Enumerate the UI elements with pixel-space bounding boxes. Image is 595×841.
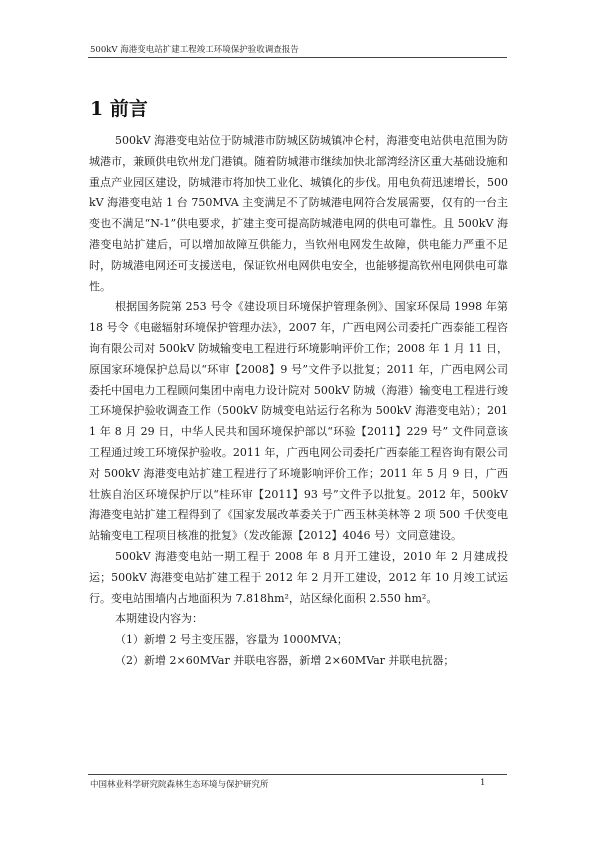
paragraph-construction-timeline: 500kV 海港变电站一期工程于 2008 年 8 月开工建设，2010 年 2 月建成投运；500kV 海港变电站扩建工程于 2012 年 2 月开工建设，2012 年 10 月竣工试运行。变电站围墙内占地面积为 7.818hm²，站区绿化面积 2.550 hm²。 <box>89 549 508 605</box>
running-header: 500kV 海港变电站扩建工程竣工环境保护验收调查报告 <box>90 45 299 55</box>
list-item-transformer: （1）新增 2 号主变压器，容量为 1000MVA； <box>115 633 348 647</box>
body-text <box>89 131 508 672</box>
footer-organization: 中国林业科学研究院森林生态环境与保护研究所 <box>90 780 269 790</box>
list-item-capacitor-reactor: （2）新增 2×60MVar 并联电容器，新增 2×60MVar 并联电抗器； <box>115 653 455 667</box>
footer-divider <box>88 774 507 775</box>
paragraph-background: 500kV 海港变电站位于防城港市防城区防城镇冲仑村，海港变电站供电范围为防城港市，兼顾供电钦州龙门港镇。随着防城港市继续加快北部湾经济区重大基础设施和重点产业园区建设，防城港市将加快工业化、城镇化的步伐。用电负荷迅速增长，500kV 海港变电站 1 台 750MVA 主变满足不了防城港电网符合发展需要，仅有的一台主变也不满足“N-1”供电要求，扩建主变可提高防城港电网的供电可靠性。且 500kV 海港变电站扩建后，可以增加故障互供能力，当钦州电网发生故障，供电能力严重不足时，防城港电网还可支援送电，保证钦州电网供电安全，也能够提高钦州电网供电可靠性。 <box>89 134 508 293</box>
paragraph-scope-intro: 本期建设内容为： <box>115 612 203 626</box>
page-number: 1 <box>480 778 486 788</box>
chapter-title: 1 前言 <box>90 98 148 120</box>
header-divider <box>88 57 507 58</box>
paragraph-approval-history: 根据国务院第 253 号令《建设项目环境保护管理条例》、国家环保局 1998 年第 18 号令《电磁辐射环境保护管理办法》，2007 年，广西电网公司委托广西泰能工程咨询有限公司对 500kV 防城输变电工程进行环境影响评价工作；2008 年 1 月 11 日，原国家环境保护总局以“环审【2008】9 号”文件予以批复；2011 年，广西电网公司委托中国电力工程顾问集团中南电力设计院对 500kV 防城（海港）输变电工程进行竣工环境保护验收调查工作（500kV 防城变电站运行名称为 500kV 海港变电站）；2011 年 8 月 29 日，中华人民共和国环境保护部以“环验【2011】229 号” 文件同意该工程通过竣工环境保护验收。2011 年，广西电网公司委托广西泰能工程咨询有限公司对 500kV 海港变电站扩建工程进行了环境影响评价工作；2011 年 5 月 9 日，广西壮族自治区环境保护厅以“桂环审【2011】93 号”文件予以批复。2012 年，500kV 海港变电站扩建工程得到了《国家发展改革委关于广西玉林美林等 2 项 500 千伏变电站输变电工程项目核准的批复》（发改能源【2012】4046 号）文同意建设。 <box>89 300 508 543</box>
